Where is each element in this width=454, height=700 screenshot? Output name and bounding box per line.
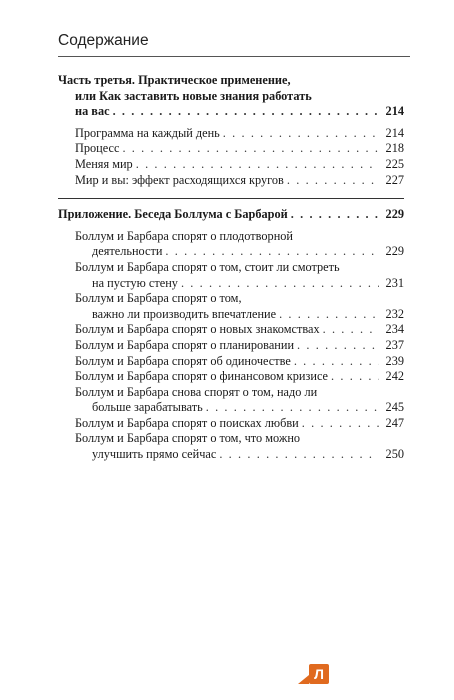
leader-dots — [287, 173, 379, 189]
page-header-title: Содержание — [58, 32, 149, 49]
toc-entry-line2: деятельности — [92, 244, 163, 259]
page-number: 214 — [385, 104, 404, 119]
toc-entry[interactable] — [58, 173, 404, 189]
page-number: 250 — [385, 447, 404, 462]
toc-entry-line2: улучшить прямо сейчас — [92, 447, 217, 462]
leader-dots — [113, 104, 379, 120]
page-number: 227 — [385, 172, 404, 187]
toc-part3-title-line2: или Как заставить новые знания работать — [75, 88, 312, 103]
page-number: 218 — [385, 141, 404, 156]
page-number: 245 — [385, 400, 404, 415]
toc-entry-label: Боллум и Барбара спорят о поисках любви — [75, 415, 299, 430]
toc-entry-line1: Боллум и Барбара спорят о том, что можно — [75, 431, 301, 446]
leader-dots — [181, 276, 379, 292]
toc-appendix-title: Приложение. Беседа Боллума с Барбарой — [58, 207, 288, 222]
toc-part3-entry[interactable] — [58, 104, 404, 120]
leader-dots — [136, 157, 379, 173]
toc-part3-title-line1: Часть третья. Практическое применение, — [58, 73, 291, 87]
page-number: 231 — [385, 275, 404, 290]
page-number: 214 — [385, 125, 404, 140]
leader-dots — [206, 400, 379, 416]
leader-dots — [279, 307, 379, 323]
toc-entry-line2: важно ли производить впечатление — [92, 306, 277, 321]
toc-part3-title-line3: на вас — [75, 104, 110, 119]
header-divider — [58, 56, 410, 57]
toc-entry-label: Меняя мир — [75, 156, 133, 171]
publisher-logo-icon — [309, 664, 329, 684]
toc-entry-line2: на пустую стену — [92, 275, 178, 290]
page-number: 232 — [385, 306, 404, 321]
leader-dots — [291, 207, 379, 223]
page-number: 247 — [385, 415, 404, 430]
toc-entry[interactable] — [58, 416, 404, 432]
page-number: 242 — [385, 369, 404, 384]
toc-entry-line1: Боллум и Барбара спорят о плодотворной — [75, 228, 293, 243]
publisher-badge-tail — [298, 675, 309, 684]
toc-entry-line1: Боллум и Барбара снова спорят о том, надо ли — [75, 384, 318, 399]
toc-entry[interactable] — [58, 369, 404, 385]
toc-entry[interactable] — [58, 385, 404, 416]
page-number: 229 — [385, 207, 404, 222]
toc-entry[interactable] — [58, 157, 404, 173]
leader-dots — [122, 141, 379, 157]
toc-entry-label: Боллум и Барбара спорят об одиночестве — [75, 353, 291, 368]
toc-appendix-entry[interactable] — [58, 207, 404, 223]
page-number: 225 — [385, 156, 404, 171]
toc-entry[interactable] — [58, 126, 404, 142]
leader-dots — [323, 322, 379, 338]
toc-entry[interactable] — [58, 141, 404, 157]
leader-dots — [331, 369, 379, 385]
page-number: 239 — [385, 353, 404, 368]
toc-entry[interactable] — [58, 354, 404, 370]
toc-entry[interactable] — [58, 260, 404, 291]
toc-entry-label: Боллум и Барбара спорят о новых знакомствах — [75, 322, 320, 337]
toc-entry[interactable] — [58, 431, 404, 462]
toc-entry[interactable] — [58, 229, 404, 260]
toc-entry[interactable] — [58, 322, 404, 338]
page-number: 234 — [385, 322, 404, 337]
leader-dots — [302, 416, 379, 432]
toc-entry-label: Мир и вы: эффект расходящихся кругов — [75, 172, 284, 187]
toc-entry[interactable] — [58, 291, 404, 322]
toc-entry-label: Программа на каждый день — [75, 125, 220, 140]
leader-dots — [297, 338, 379, 354]
toc-entry-label: Боллум и Барбара спорят о финансовом кризисе — [75, 369, 329, 384]
section-divider — [58, 198, 404, 199]
toc-entry[interactable] — [58, 338, 404, 354]
leader-dots — [219, 447, 379, 463]
table-of-contents — [58, 73, 404, 463]
toc-entry-label: Боллум и Барбара спорят о планировании — [75, 337, 295, 352]
toc-entry-line1: Боллум и Барбара спорят о том, — [75, 291, 242, 306]
page-number: 237 — [385, 337, 404, 352]
page-number: 229 — [385, 244, 404, 259]
toc-entry-line1: Боллум и Барбара спорят о том, стоит ли смотреть — [75, 259, 340, 274]
toc-entry-label: Процесс — [75, 141, 120, 156]
leader-dots — [294, 354, 379, 370]
leader-dots — [165, 244, 379, 260]
publisher-logo-letter: Л — [314, 666, 324, 682]
leader-dots — [223, 126, 379, 142]
toc-entry-line2: больше зарабатывать — [92, 400, 203, 415]
